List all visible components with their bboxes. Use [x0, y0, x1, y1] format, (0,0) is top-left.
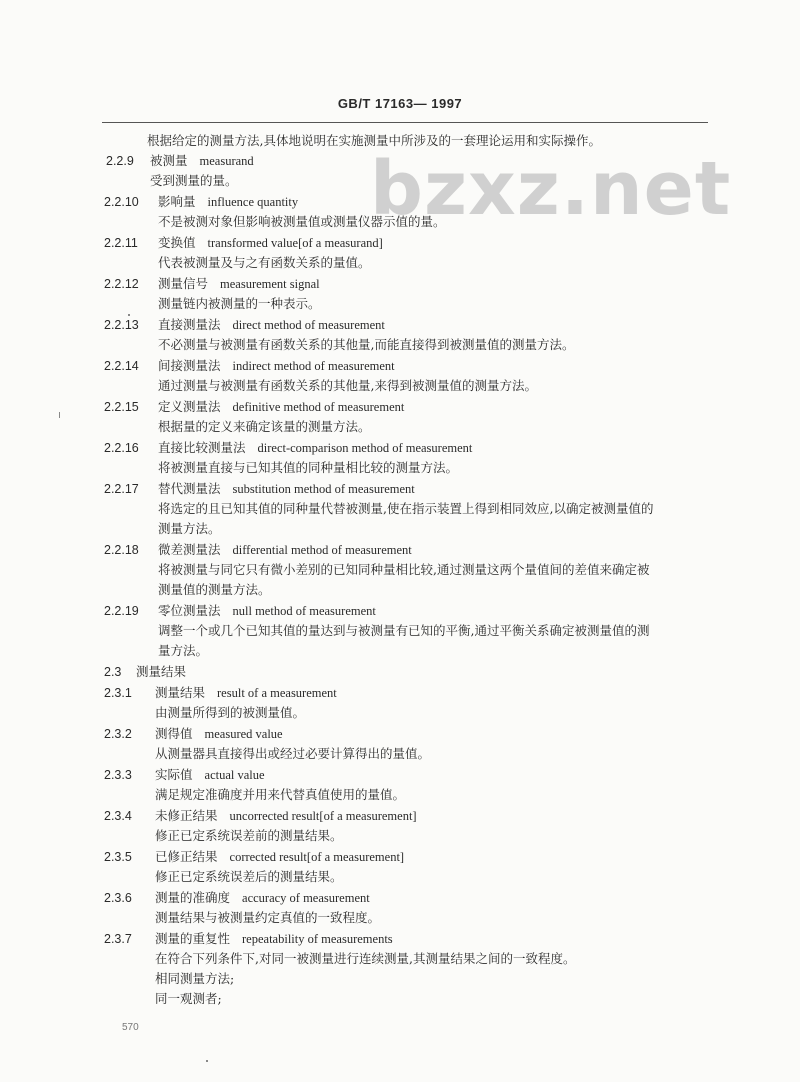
- entry-term: 直接比较测量法 direct-comparison method of measurement: [158, 440, 473, 455]
- entry-definition: 根据量的定义来确定该量的测量方法。: [158, 419, 371, 434]
- entry-definition: 相同测量方法;: [155, 971, 235, 986]
- entry-heading: [0, 151, 800, 171]
- entry-heading: [0, 601, 800, 621]
- entry-definition: 不必测量与被测量有函数关系的其他量,而能直接得到被测量值的测量方法。: [158, 337, 575, 352]
- entry-definition: 测量方法。: [158, 521, 221, 536]
- entry-number: 2.3.5: [104, 850, 132, 864]
- entry-number: 2.2.9: [106, 154, 134, 168]
- entry-definition: 将被测量直接与已知其值的同种量相比较的测量方法。: [158, 460, 459, 475]
- entry-term: 已修正结果 corrected result[of a measurement]: [155, 849, 405, 864]
- entry-heading: [0, 274, 800, 294]
- entry-term: 被测量 measurand: [150, 153, 254, 168]
- entry-number: 2.3.4: [104, 809, 132, 823]
- entry-number: 2.3.3: [104, 768, 132, 782]
- entry-heading: [0, 929, 800, 949]
- entry-definition: 修正已定系统误差前的测量结果。: [155, 828, 343, 843]
- header-rule: [102, 122, 708, 123]
- entry-term: 直接测量法 direct method of measurement: [158, 317, 385, 332]
- entry-heading: [0, 233, 800, 253]
- entry-number: 2.3.2: [104, 727, 132, 741]
- scan-speck: [59, 412, 60, 418]
- entry-term: 替代测量法 substitution method of measurement: [158, 481, 415, 496]
- entry-definition: 测量链内被测量的一种表示。: [158, 296, 321, 311]
- entry-definition: 不是被测对象但影响被测量值或测量仪器示值的量。: [158, 214, 446, 229]
- entry-number: 2.3.1: [104, 686, 132, 700]
- entry-term: 未修正结果 uncorrected result[of a measurement]: [155, 808, 417, 823]
- entry-number: 2.2.13: [104, 318, 139, 332]
- entry-number: 2.3.6: [104, 891, 132, 905]
- entry-heading: [0, 765, 800, 785]
- entry-definition: 通过测量与被测量有函数关系的其他量,来得到被测量值的测量方法。: [158, 378, 537, 393]
- entry-heading: [0, 356, 800, 376]
- entry-definition: 由测量所得到的被测量值。: [155, 705, 306, 720]
- entry-definition: 将被测量与同它只有微小差别的已知同种量相比较,通过测量这两个量值间的差值来确定被: [158, 562, 650, 577]
- entry-term: 影响量 influence quantity: [158, 194, 299, 209]
- entry-definition: 测量值的测量方法。: [158, 582, 271, 597]
- entry-number: 2.2.15: [104, 400, 139, 414]
- entry-term: 测量的重复性 repeatability of measurements: [155, 931, 393, 946]
- entry-heading: [0, 479, 800, 499]
- entry-heading: [0, 806, 800, 826]
- entry-heading: [0, 847, 800, 867]
- section-heading: [0, 662, 800, 682]
- entry-number: 2.2.12: [104, 277, 139, 291]
- entry-heading: [0, 683, 800, 703]
- entry-heading: [0, 540, 800, 560]
- entry-heading: [0, 397, 800, 417]
- entry-heading: [0, 888, 800, 908]
- entry-heading: [0, 438, 800, 458]
- entry-term: 实际值 actual value: [155, 767, 265, 782]
- entry-number: 2.2.17: [104, 482, 139, 496]
- entry-number: 2.2.18: [104, 543, 139, 557]
- scan-speck: [128, 314, 130, 316]
- entry-term: 测量信号 measurement signal: [158, 276, 320, 291]
- entry-definition: 在符合下列条件下,对同一被测量进行连续测量,其测量结果之间的一致程度。: [155, 951, 576, 966]
- entry-term: 测量结果 result of a measurement: [155, 685, 337, 700]
- entry-term: 测量的准确度 accuracy of measurement: [155, 890, 370, 905]
- entry-term: 零位测量法 null method of measurement: [158, 603, 376, 618]
- entry-number: 2.2.11: [104, 236, 138, 250]
- section-title: 测量结果: [136, 664, 187, 679]
- entry-definition: 满足规定准确度并用来代替真值使用的量值。: [155, 787, 406, 802]
- entry-term: 定义测量法 definitive method of measurement: [158, 399, 405, 414]
- watermark: bzxz.net: [370, 146, 732, 232]
- section-number: 2.3: [104, 665, 122, 679]
- entry-definition: 代表被测量及与之有函数关系的量值。: [158, 255, 371, 270]
- entry-number: 2.2.16: [104, 441, 139, 455]
- entry-definition: 受到测量的量。: [150, 173, 238, 188]
- entry-term: 微差测量法 differential method of measurement: [158, 542, 412, 557]
- entry-number: 2.2.19: [104, 604, 139, 618]
- entry-number: 2.2.10: [104, 195, 139, 209]
- entry-term: 间接测量法 indirect method of measurement: [158, 358, 395, 373]
- entry-definition: 将选定的且已知其值的同种量代替被测量,使在指示装置上得到相同效应,以确定被测量值的: [158, 501, 654, 516]
- entry-definition: 测量结果与被测量约定真值的一致程度。: [155, 910, 381, 925]
- entry-definition: 同一观测者;: [155, 991, 222, 1006]
- entry-heading: [0, 192, 800, 212]
- page-number: 570: [122, 1022, 139, 1033]
- page-header: GB/T 17163— 1997: [337, 96, 463, 111]
- entry-term: 测得值 measured value: [155, 726, 283, 741]
- entry-number: 2.2.14: [104, 359, 139, 373]
- entry-heading: [0, 724, 800, 744]
- entry-definition: 量方法。: [158, 643, 209, 658]
- scan-speck: [206, 1060, 208, 1062]
- entry-definition: 从测量器具直接得出或经过必要计算得出的量值。: [155, 746, 431, 761]
- entry-heading: [0, 315, 800, 335]
- entry-number: 2.3.7: [104, 932, 132, 946]
- entry-term: 变换值 transformed value[of a measurand]: [158, 235, 383, 250]
- intro-text: 根据给定的测量方法,具体地说明在实施测量中所涉及的一套理论运用和实际操作。: [147, 133, 601, 148]
- entry-definition: 调整一个或几个已知其值的量达到与被测量有已知的平衡,通过平衡关系确定被测量值的测: [158, 623, 650, 638]
- entry-definition: 修正已定系统误差后的测量结果。: [155, 869, 343, 884]
